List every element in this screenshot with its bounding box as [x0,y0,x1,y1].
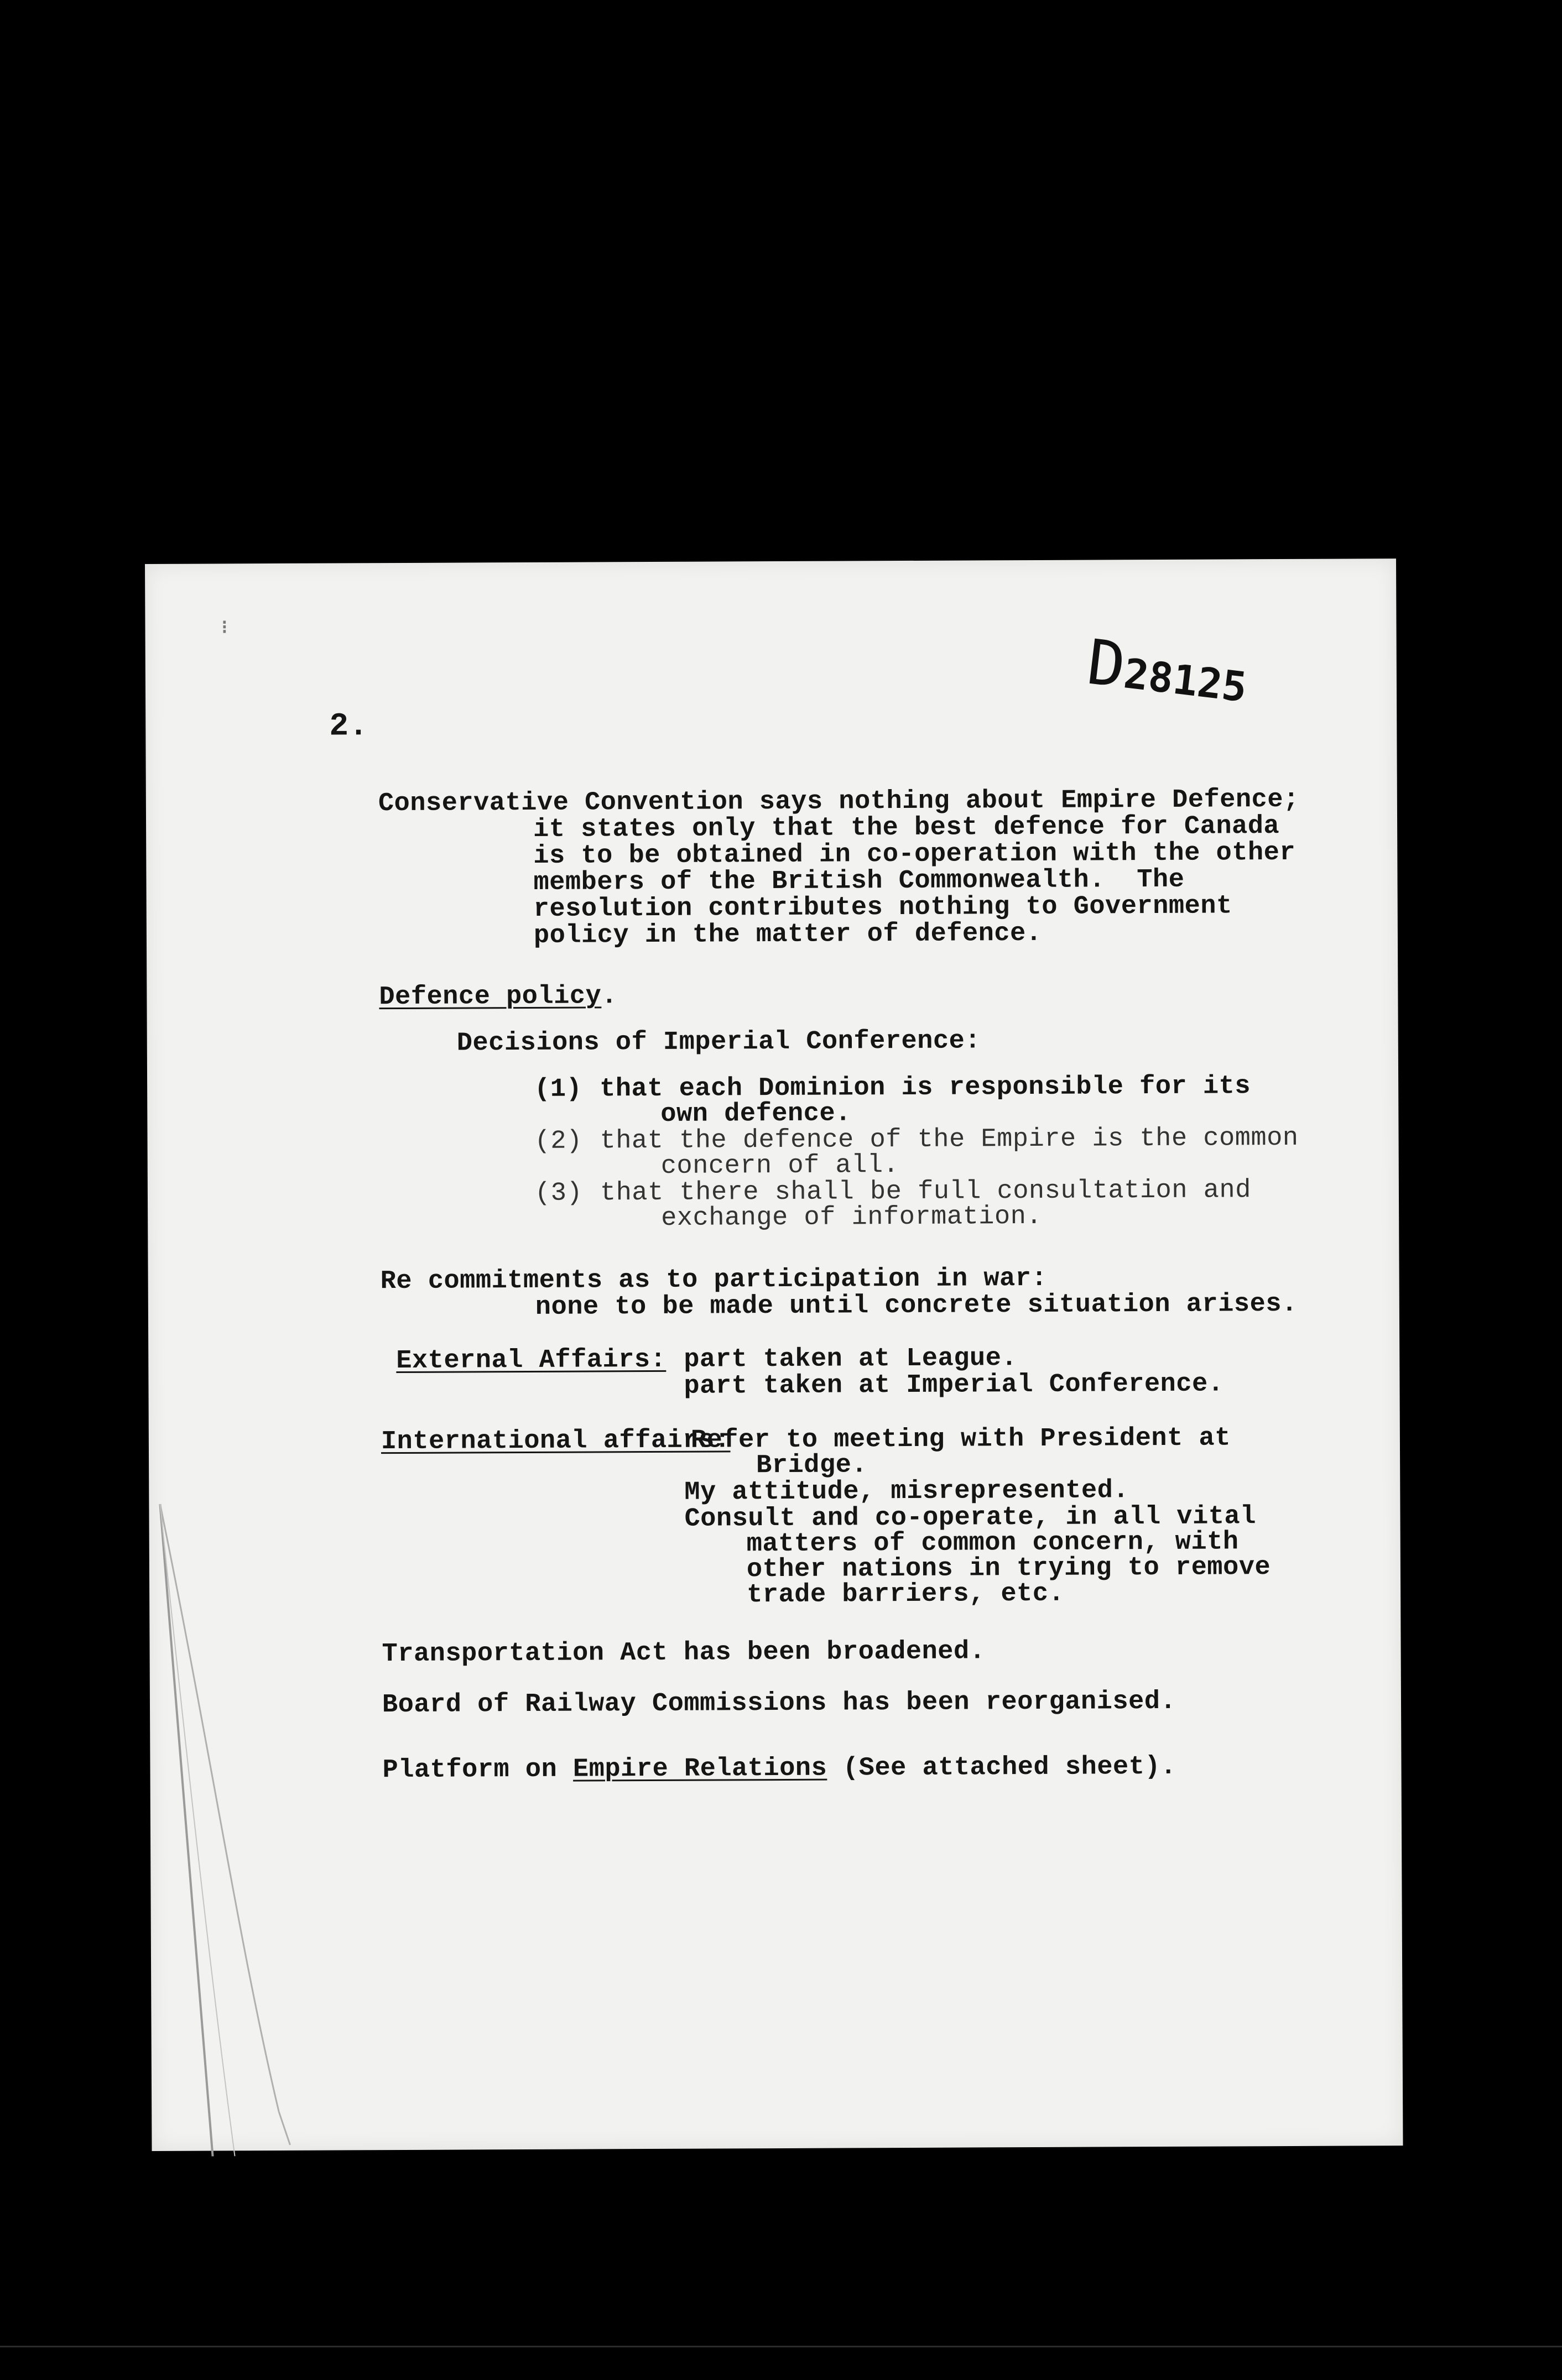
decision-line: that each Dominion is responsible for its [600,1072,1251,1104]
commitments-line: Re commitments as to participation in war: [380,1264,1048,1297]
platform-link: Empire Relations [572,1753,827,1784]
external-affairs-label [396,1347,666,1374]
decision-line: concern of all. [660,1151,899,1181]
external-affairs-label-text: External Affairs: [396,1345,667,1376]
international-affairs-label-text: International affairs: [381,1426,731,1457]
decision-line: exchange of information. [661,1202,1043,1233]
paragraph-line: members of the British Commonwealth. The [533,865,1185,897]
decisions-intro: Decisions of Imperial Conference: [456,1026,981,1058]
decision-number: (3) [534,1178,583,1208]
international-line: Refer to meeting with President at [690,1423,1231,1455]
commitments-line: none to be made until concrete situation arises. [535,1289,1298,1322]
margin-mark: ⁝ [221,618,228,640]
defence-heading-text: Defence policy [379,982,602,1012]
transportation-line: Transportation Act has been broadened. [382,1637,986,1669]
paragraph-line: is to be obtained in co-operation with the other [533,838,1296,871]
international-line: Consult and co-operate, in all vital [684,1502,1257,1534]
stamp-prefix: D [1084,626,1129,702]
platform-line [382,1752,1176,1786]
external-affairs-line: part taken at Imperial Conference. [684,1369,1224,1401]
international-line: matters of common concern, with [746,1527,1239,1559]
platform-prefix: Platform on [382,1755,558,1786]
scanner-bottom-line [0,2346,1562,2347]
decision-number: (1) [534,1074,582,1104]
platform-suffix: (See attached sheet). [842,1752,1176,1783]
document-stamp [1084,627,1251,717]
external-affairs-line: part taken at League. [684,1344,1018,1375]
stamp-number: 28125 [1121,650,1249,712]
international-line: trade barriers, etc. [747,1579,1065,1610]
page-number: 2. [329,708,369,745]
page-curl [149,1503,384,2157]
document-page [145,559,1403,2151]
international-line: My attitude, misrepresented. [684,1476,1129,1507]
international-affairs-label [381,1427,731,1455]
decision-line: that there shall be full consultation and [600,1176,1251,1208]
decision-line: own defence. [660,1099,851,1129]
defence-heading: Defence policy. [379,982,618,1012]
decision-number: (2) [534,1126,582,1156]
international-line: Bridge. [756,1450,868,1481]
paragraph-line: resolution contributes nothing to Government [533,891,1232,924]
paragraph-line: policy in the matter of defence. [533,918,1042,951]
railway-line: Board of Railway Commissions has been reorganised. [382,1687,1176,1720]
paragraph-line: it states only that the best defence for Canada [533,812,1280,844]
decision-line: that the defence of the Empire is the common [600,1123,1299,1156]
international-line: other nations in trying to remove [746,1553,1271,1585]
paragraph-line: Conservative Convention says nothing about Empire Defence; [378,785,1299,819]
